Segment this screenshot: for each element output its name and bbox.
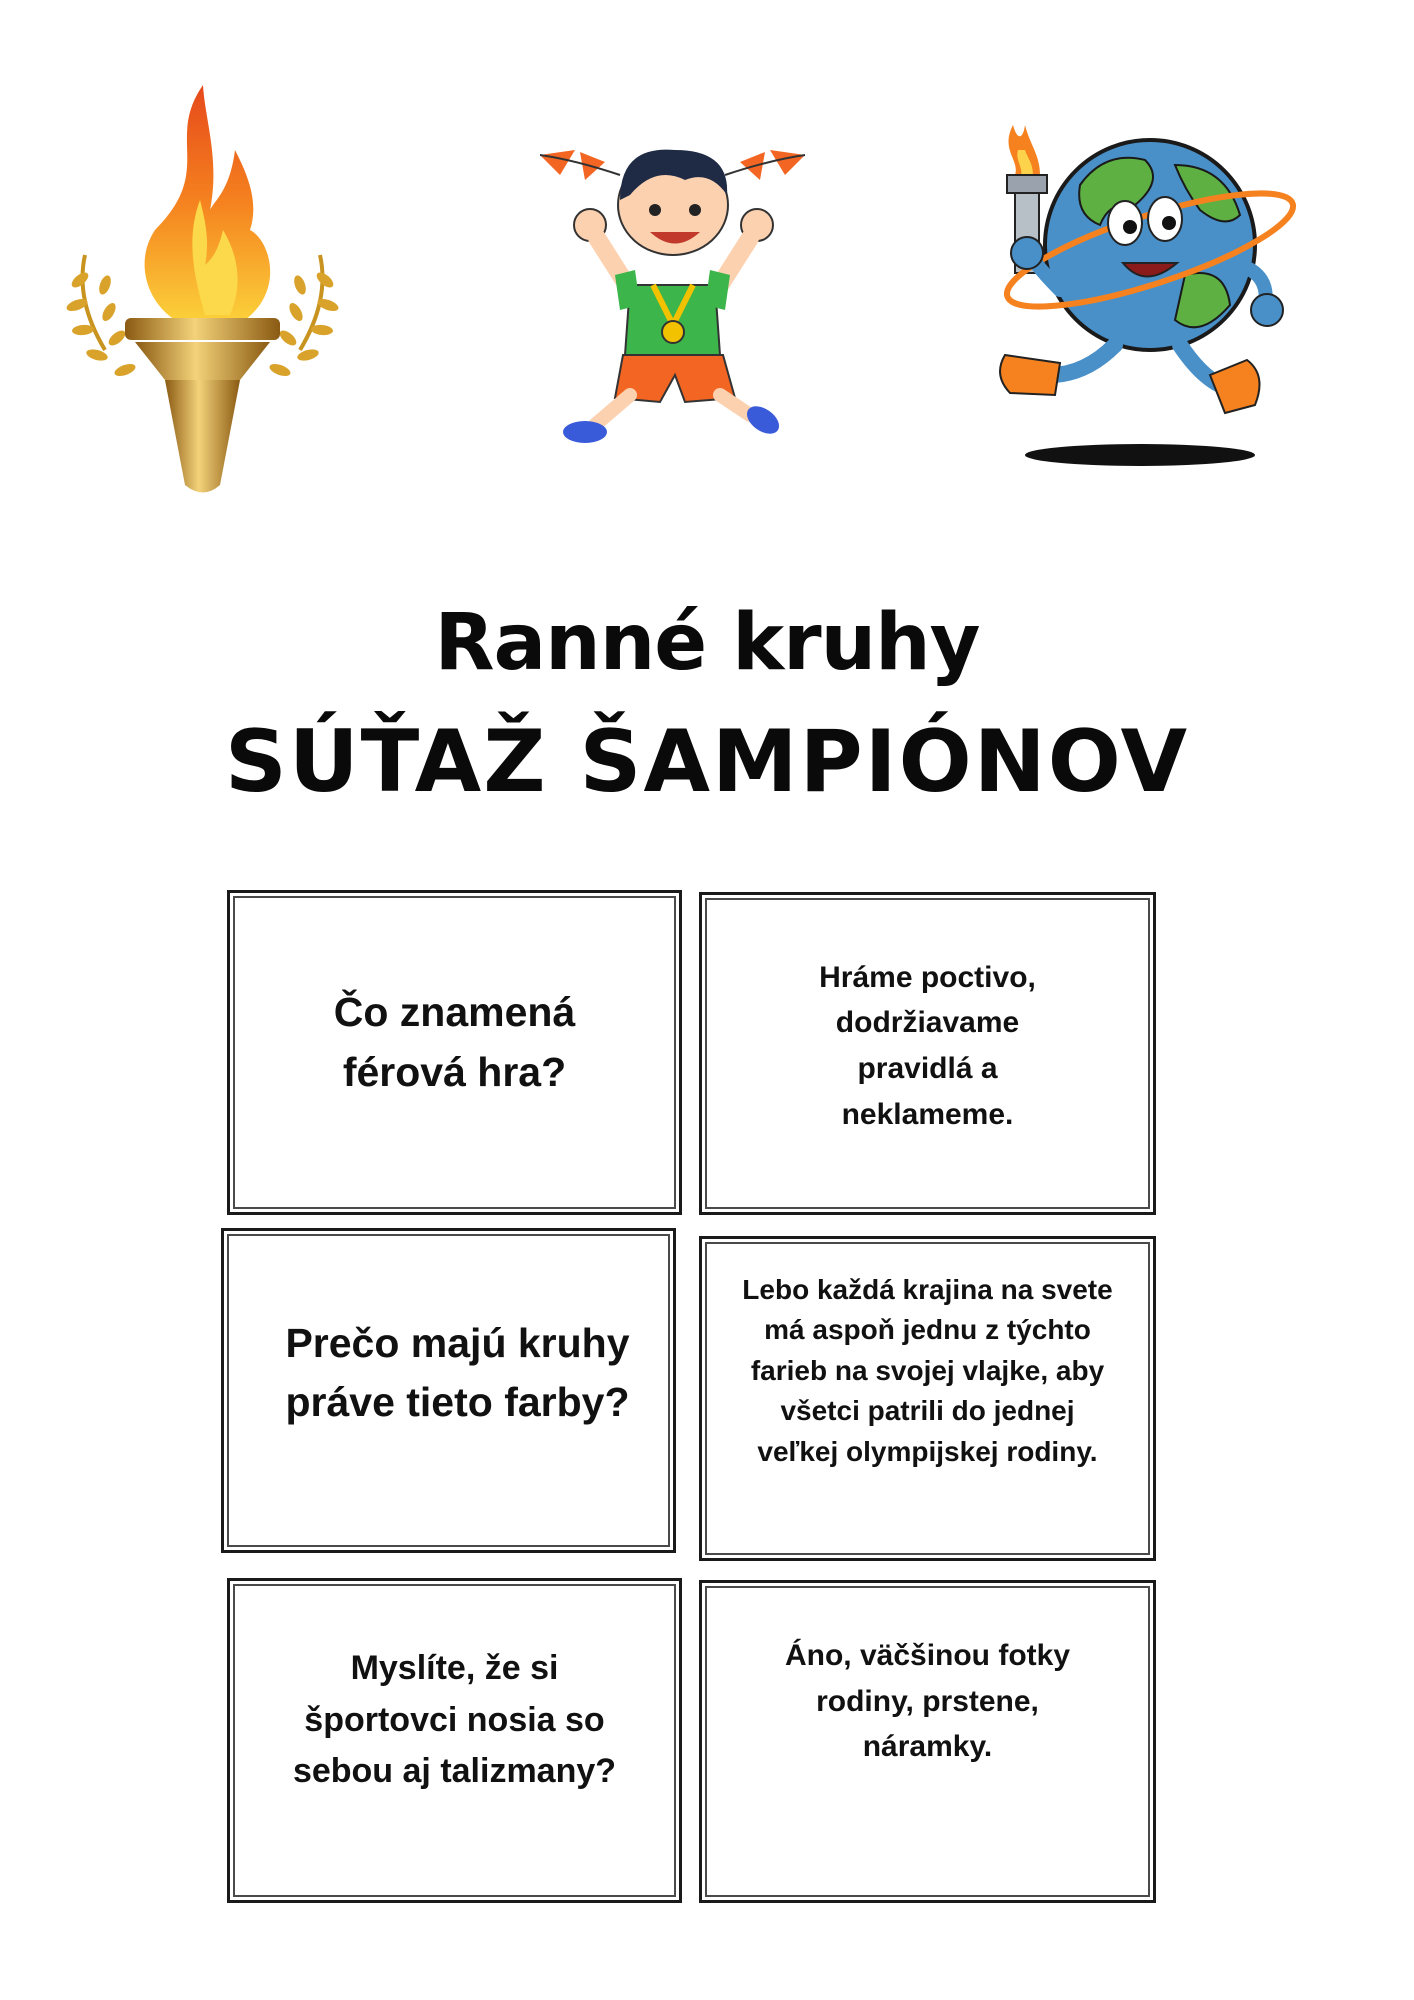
running-globe-torch-icon (985, 105, 1305, 475)
question-text: Prečo majú kruhy práve tieto farby? (285, 1319, 630, 1425)
answer-text: Hráme poctivo, dodržiavame pravidlá a neklameme. (819, 960, 1036, 1131)
question-card-1[interactable] (227, 890, 682, 1215)
answer-card-3[interactable] (699, 1580, 1156, 1903)
answer-text: Lebo každá krajina na svete má aspoň jednu z týchto farieb na svojej vlajke, aby všetci patrili do jednej veľkej olympijskej rodiny. (742, 1273, 1113, 1467)
olympic-torch-icon (45, 80, 360, 510)
page-subtitle: SÚŤAŽ ŠAMPIÓNOV (224, 712, 1190, 812)
page-title: Ranné kruhy (434, 598, 980, 688)
answer-card-1[interactable] (699, 892, 1156, 1215)
question-text: Čo znamená férová hra? (333, 989, 576, 1095)
happy-kid-medal-icon (535, 140, 810, 445)
question-card-2[interactable] (221, 1228, 676, 1553)
question-card-3[interactable] (227, 1578, 682, 1903)
question-text: Myslíte, že si športovci nosia so sebou aj talizmany? (292, 1648, 617, 1791)
answer-text: Áno, väčšinou fotky rodiny, prstene, náramky. (784, 1639, 1071, 1764)
answer-card-2[interactable] (699, 1236, 1156, 1561)
